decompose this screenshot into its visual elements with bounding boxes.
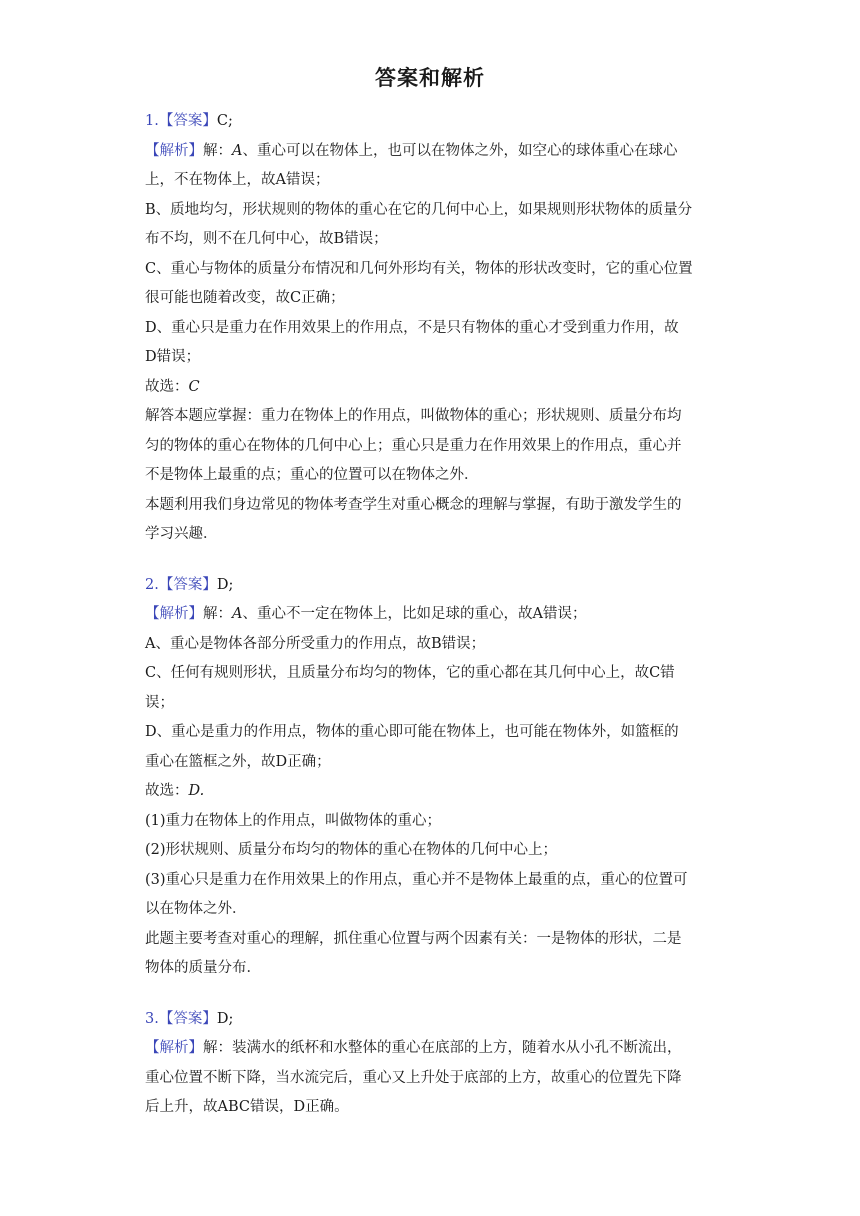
note-text: 以在物体之外． <box>145 901 247 917</box>
answer-tag: 【答案】 <box>158 113 217 129</box>
analysis-prefix: 解： <box>203 1040 232 1056</box>
question-number: 1. <box>145 113 159 129</box>
choice-label: 故选： <box>145 783 189 799</box>
note-text: (3)重心只是重力在作用效果上的作用点，重心并不是物体上最重的点，重心的位置可 <box>145 871 688 888</box>
analysis-line <box>145 343 715 373</box>
analysis-line <box>145 1064 715 1094</box>
note-line <box>145 836 715 866</box>
analysis-text: 很可能也随着改变，故C正确； <box>145 290 345 306</box>
question-block <box>145 571 715 984</box>
math-symbol: A <box>232 606 243 622</box>
question-block <box>145 1005 715 1123</box>
note-text: (2)形状规则、质量分布均匀的物体的重心在物体的几何中心上； <box>145 842 558 858</box>
note-text: 本题利用我们身边常见的物体考查学生对重心概念的理解与掌握，有助于激发学生的 <box>145 496 682 513</box>
analysis-line <box>145 659 715 689</box>
note-line <box>145 491 715 521</box>
analysis-text: 后上升，故ABC错误，D正确。 <box>145 1099 349 1115</box>
analysis-line <box>145 255 715 285</box>
answer-line <box>145 1005 715 1035</box>
analysis-text: 装满水的纸杯和水整体的重心在底部的上方，随着水从小孔不断流出， <box>232 1040 682 1056</box>
analysis-text: B、质地均匀，形状规则的物体的重心在它的几何中心上，如果规则形状物体的质量分 <box>145 201 693 218</box>
note-text: 学习兴趣． <box>145 526 218 542</box>
math-symbol: A <box>232 142 243 159</box>
analysis-line <box>145 1093 715 1123</box>
note-text: 物体的质量分布． <box>145 960 261 976</box>
analysis-line <box>145 196 715 226</box>
answer-value: C; <box>216 113 233 129</box>
analysis-line <box>145 314 715 344</box>
analysis-text: C、任何有规则形状，且质量分布均匀的物体，它的重心都在其几何中心上，故C错 <box>145 665 675 681</box>
analysis-line <box>145 1034 715 1064</box>
analysis-line <box>145 689 715 719</box>
choice-line <box>145 777 715 807</box>
note-line <box>145 402 715 432</box>
analysis-tag: 【解析】 <box>145 606 203 622</box>
analysis-text: C、重心与物体的质量分布情况和几何外形均有关，物体的形状改变时，它的重心位置 <box>145 260 693 277</box>
analysis-prefix: 解： <box>203 142 232 159</box>
choice-value: D. <box>188 783 205 799</box>
analysis-text: A、重心是物体各部分所受重力的作用点，故B错误； <box>145 635 486 652</box>
analysis-text: 误； <box>145 694 174 711</box>
note-line <box>145 461 715 491</box>
question-block <box>145 107 715 550</box>
analysis-line <box>145 166 715 196</box>
answer-line <box>145 107 715 137</box>
analysis-text: D、重心只是重力在作用效果上的作用点，不是只有物体的重心才受到重力作用，故 <box>145 319 679 336</box>
analysis-text: 、重心不一定在物体上，比如足球的重心，故A错误； <box>242 606 587 622</box>
analysis-text: 重心位置不断下降，当水流完后，重心又上升处于底部的上方，故重心的位置先下降 <box>145 1069 682 1086</box>
analysis-line <box>145 630 715 660</box>
answer-list <box>145 107 715 1144</box>
analysis-text: 、重心可以在物体上，也可以在物体之外，如空心的球体重心在球心 <box>242 142 678 159</box>
choice-line <box>145 373 715 403</box>
note-text: 匀的物体的重心在物体的几何中心上；重心只是重力在作用效果上的作用点，重心并 <box>145 437 682 454</box>
answer-line <box>145 571 715 601</box>
note-line <box>145 520 715 550</box>
question-number: 2. <box>145 576 159 593</box>
note-text: (1)重力在物体上的作用点，叫做物体的重心； <box>145 812 442 829</box>
answer-value: D; <box>216 576 234 593</box>
analysis-prefix: 解： <box>203 606 232 622</box>
analysis-text: 上，不在物体上，故A错误； <box>145 172 330 188</box>
analysis-line <box>145 600 715 630</box>
answer-tag: 【答案】 <box>158 576 217 593</box>
analysis-tag: 【解析】 <box>145 1040 203 1056</box>
answer-value: D; <box>216 1010 234 1027</box>
note-text: 此题主要考查对重心的理解，抓住重心位置与两个因素有关：一是物体的形状，二是 <box>145 930 682 947</box>
analysis-text: 布不均，则不在几何中心，故B错误； <box>145 231 388 247</box>
note-line <box>145 895 715 925</box>
note-text: 解答本题应掌握：重力在物体上的作用点，叫做物体的重心；形状规则、质量分布均 <box>145 408 682 424</box>
question-number: 3. <box>145 1010 159 1027</box>
choice-value: C <box>188 378 200 395</box>
analysis-text: D、重心是重力的作用点，物体的重心即可能在物体上，也可能在物体外，如篮框的 <box>145 724 679 740</box>
analysis-line <box>145 718 715 748</box>
analysis-line <box>145 225 715 255</box>
analysis-text: D错误； <box>145 349 201 365</box>
analysis-line <box>145 748 715 778</box>
analysis-tag: 【解析】 <box>145 142 203 159</box>
analysis-line <box>145 137 715 167</box>
note-line <box>145 432 715 462</box>
page-title: 答案和解析 <box>375 66 485 90</box>
note-line <box>145 807 715 837</box>
note-line <box>145 866 715 896</box>
analysis-text: 重心在篮框之外，故D正确； <box>145 753 331 770</box>
note-text: 不是物体上最重的点；重心的位置可以在物体之外． <box>145 467 479 483</box>
choice-label: 故选： <box>145 378 189 395</box>
analysis-line <box>145 284 715 314</box>
note-line <box>145 925 715 955</box>
note-line <box>145 954 715 984</box>
answer-tag: 【答案】 <box>158 1010 217 1027</box>
